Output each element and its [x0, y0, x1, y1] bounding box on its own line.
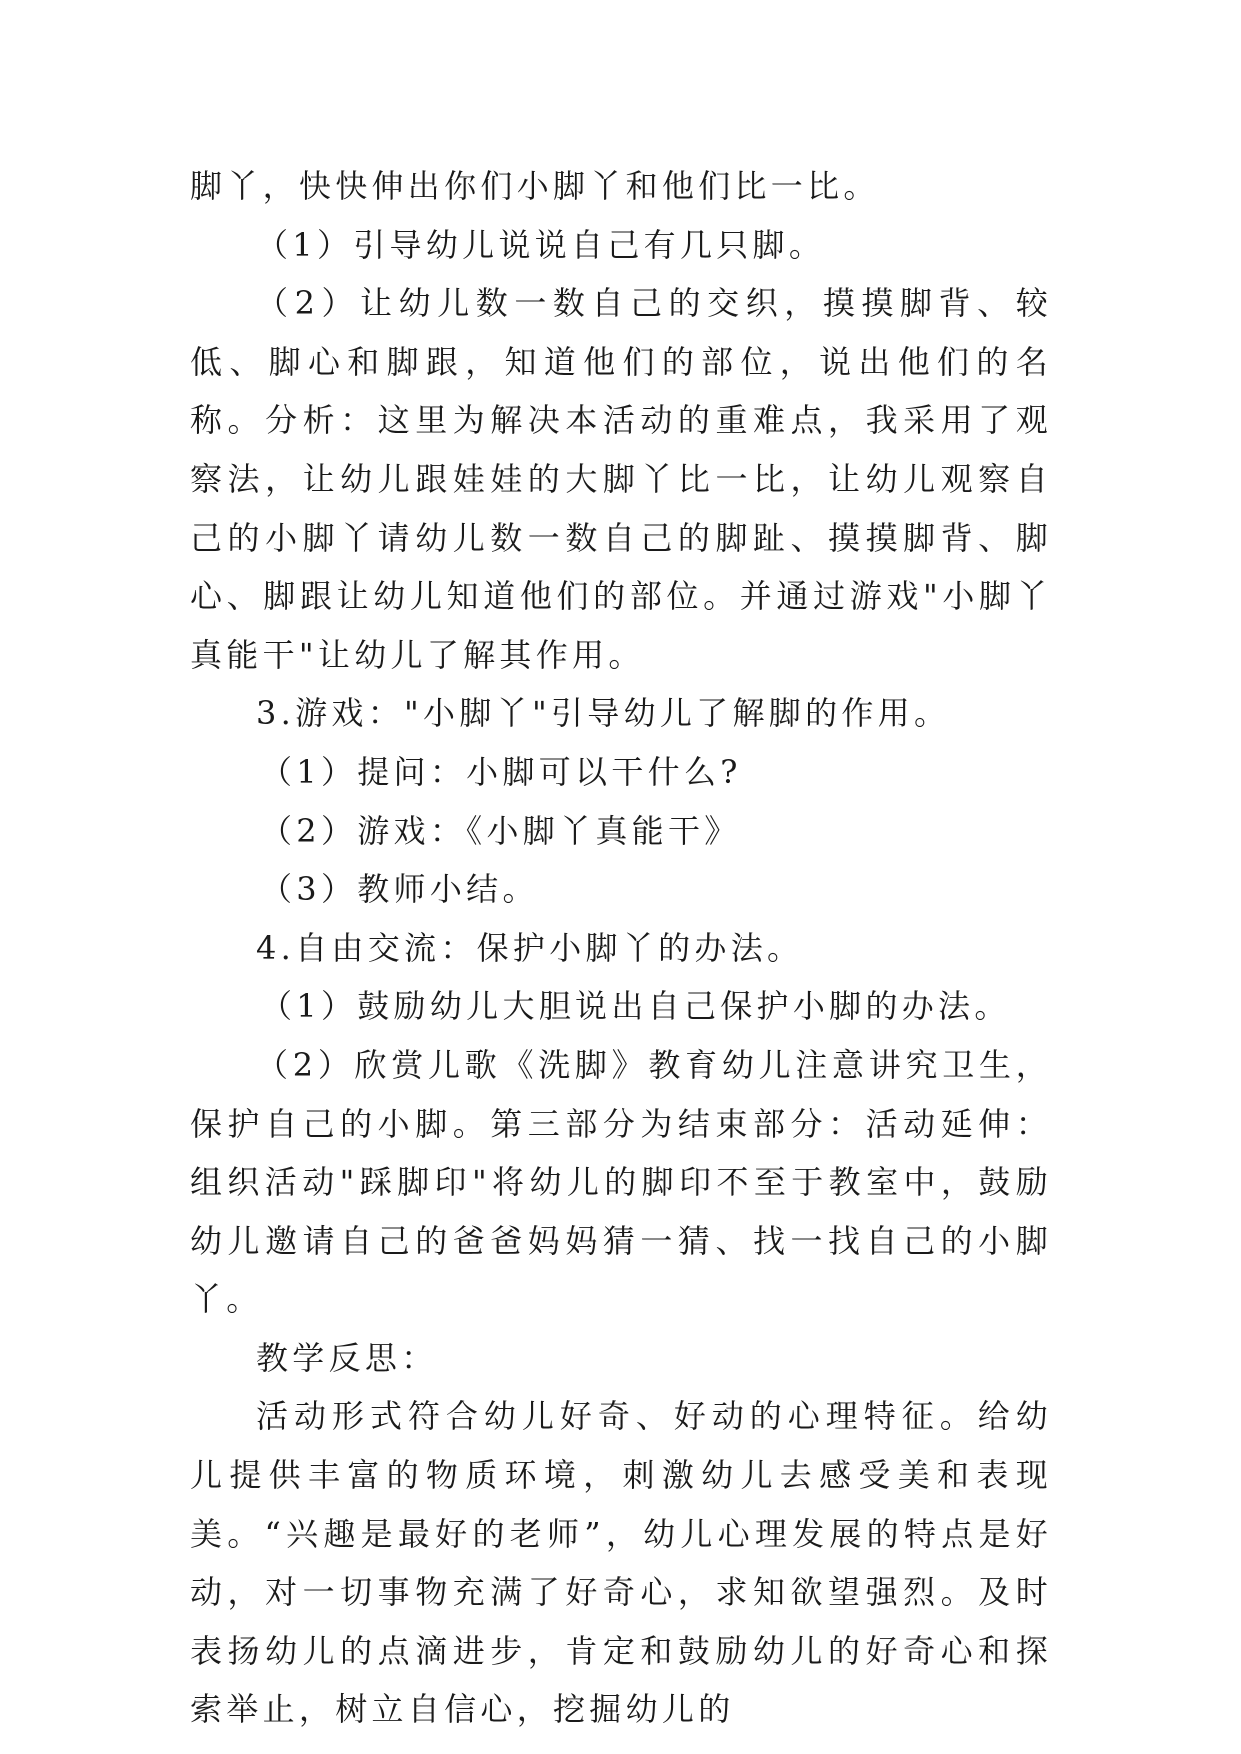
paragraph-continued: 脚丫，快快伸出你们小脚丫和他们比一比。	[190, 167, 880, 205]
paragraph-free-discussion-heading: 4.自由交流：保护小脚丫的办法。	[256, 928, 804, 967]
paragraph-reflection-heading: 教学反思：	[256, 1338, 438, 1377]
paragraph-game-question: （1）提问：小脚可以干什么?	[260, 752, 742, 791]
paragraph-song-ending: （2）欣赏儿歌《洗脚》教育幼儿注意讲究卫生，保护自己的小脚。第三部分为结束部分：活动延伸：组织活动"踩脚印"将幼儿的脚印不至于教室中，鼓励幼儿邀请自己的爸爸妈妈猜一猜、找一找自己的小脚丫。	[190, 1045, 1052, 1319]
paragraph-teacher-summary: （3）教师小结。	[260, 870, 539, 909]
paragraph-step-1: （1）引导幼儿说说自己有几只脚。	[256, 225, 826, 264]
paragraph-reflection-body: 活动形式符合幼儿好奇、好动的心理特征。给幼儿提供丰富的物质环境，刺激幼儿去感受美和表现美。“兴趣是最好的老师”，幼儿心理发展的特点是好动，对一切事物充满了好奇心，求知欲望强烈。及时表扬幼儿的点滴进步，肯定和鼓励幼儿的好奇心和探索举止，树立自信心，挖掘幼儿的	[190, 1397, 1052, 1729]
paragraph-step-2-analysis: （2）让幼儿数一数自己的交织，摸摸脚背、较低、脚心和脚跟，知道他们的部位，说出他们的名称。分析：这里为解决本活动的重难点，我采用了观察法，让幼儿跟娃娃的大脚丫比一比，让幼儿观察自己的小脚丫请幼儿数一数自己的脚趾、摸摸脚背、脚心、脚跟让幼儿知道他们的部位。并通过游戏"小脚丫真能干"让幼儿了解其作用。	[190, 284, 1052, 674]
paragraph-game-play: （2）游戏：《小脚丫真能干》	[260, 811, 741, 850]
paragraph-encourage: （1）鼓励幼儿大胆说出自己保护小脚的办法。	[260, 987, 1011, 1026]
document-body	[190, 157, 1052, 1739]
paragraph-game-heading: 3.游戏："小脚丫"引导幼儿了解脚的作用。	[256, 694, 951, 733]
